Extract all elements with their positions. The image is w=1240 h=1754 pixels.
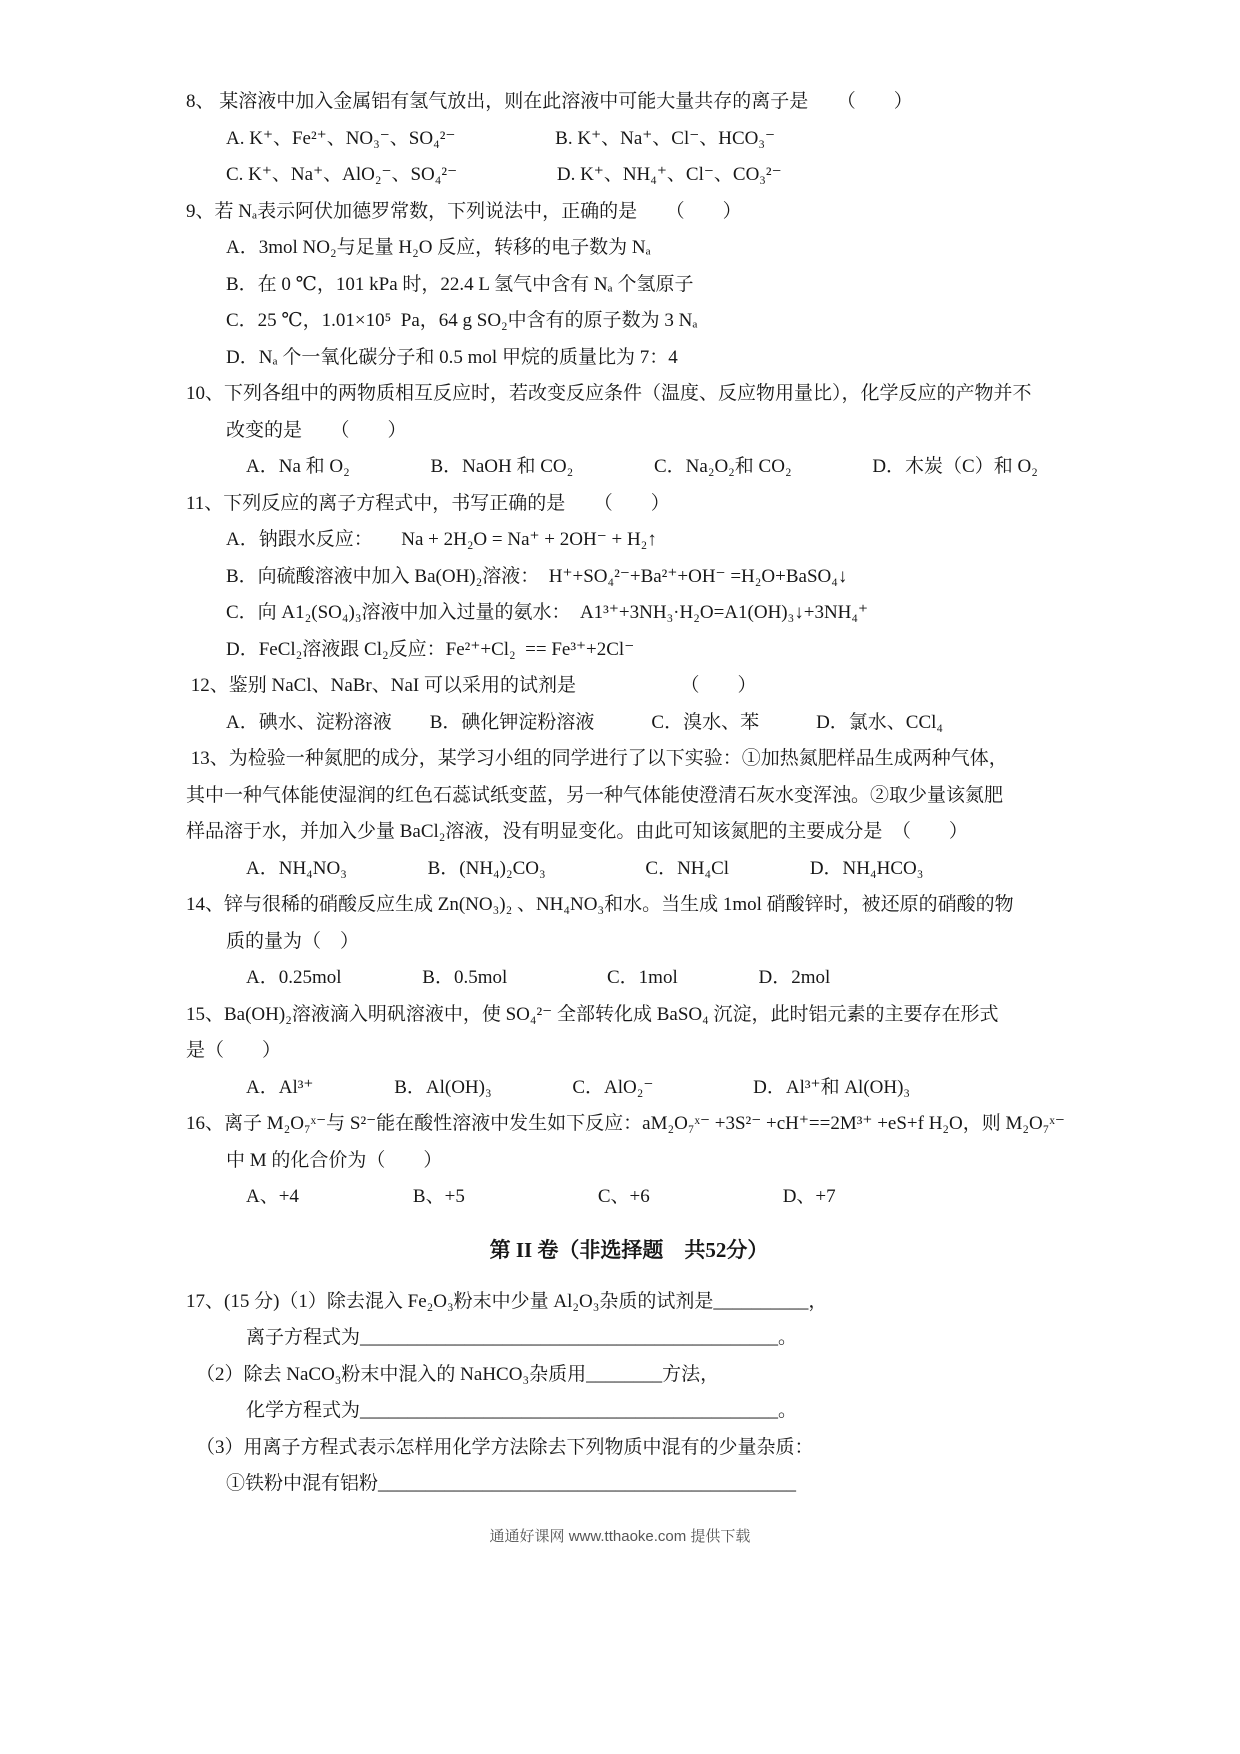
q17-blank-2: 化学方程式为____________________________________________。 xyxy=(246,1400,798,1421)
q16-options: A、+4 B、+5 C、+6 D、+7 xyxy=(246,1186,836,1207)
q9-option-c: C．25 ℃，1.01×10⁵ Pa，64 g SO₂中含有的原子数为 3 Nₐ xyxy=(226,310,698,331)
q12-stem: 12、鉴别 NaCl、NaBr、NaI 可以采用的试剂是 （ ） xyxy=(186,675,757,696)
q8-options-ab: A. K⁺、Fe²⁺、NO₃⁻、SO₄²⁻ B. K⁺、Na⁺、Cl⁻、HCO₃⁻ xyxy=(226,127,776,149)
gap-after-title xyxy=(186,1270,1072,1284)
q17-part3: （3）用离子方程式表示怎样用化学方法除去下列物质中混有的少量杂质： xyxy=(196,1436,814,1458)
q12-options: A．碘水、淀粉溶液 B．碘化钾淀粉溶液 C．溴水、苯 D．氯水、CCl₄ xyxy=(226,711,944,733)
q13-stem-cont2: 样品溶于水，并加入少量 BaCl₂溶液，没有明显变化。由此可知该氮肥的主要成分是 （ ） xyxy=(186,821,968,842)
q9-stem: 9、若 Nₐ表示阿伏加德罗常数，下列说法中，正确的是 （ ） xyxy=(186,200,742,222)
q17-part2: （2）除去 NaCO₃粉末中混入的 NaHCO₃杂质用________方法， xyxy=(196,1363,720,1385)
q17-part3-sub1: ①铁粉中混有铝粉____________________________________________ xyxy=(226,1473,797,1494)
q9-option-d: D．Nₐ 个一氧化碳分子和 0.5 mol 甲烷的质量比为 7：4 xyxy=(226,346,678,368)
q13-options: A．NH₄NO₃ B．(NH₄)₂CO₃ C．NH₄Cl D．NH₄HCO₃ xyxy=(246,857,924,879)
page-footer: 通通好课网 www.tthaoke.com 提供下载 xyxy=(489,1527,751,1545)
q9-option-a: A．3mol NO₂与足量 H₂O 反应，转移的电子数为 Nₐ xyxy=(226,237,651,258)
q8-options-cd: C. K⁺、Na⁺、AlO₂⁻、SO₄²⁻ D. K⁺、NH₄⁺、Cl⁻、CO₃²⁻ xyxy=(226,164,782,185)
section-title: 第 II 卷（非选择题 共52分） xyxy=(489,1237,769,1262)
q14-options: A．0.25mol B．0.5mol C．1mol D．2mol xyxy=(246,967,831,988)
q15-stem-cont: 是（ ） xyxy=(186,1040,282,1061)
q11-option-d: D．FeCl₂溶液跟 Cl₂反应：Fe²⁺+Cl₂ == Fe³⁺+2Cl⁻ xyxy=(226,638,635,660)
q13-stem-cont1: 其中一种气体能使湿润的红色石蕊试纸变蓝，另一种气体能使澄清石灰水变浑浊。②取少量该氮肥 xyxy=(186,784,1004,806)
q11-option-a: A．钠跟水反应： Na + 2H₂O = Na⁺ + 2OH⁻ + H₂↑ xyxy=(226,529,657,550)
q11-stem: 11、下列反应的离子方程式中，书写正确的是 （ ） xyxy=(186,492,670,514)
q17-stem: 17、(15 分)（1）除去混入 Fe₂O₃粉末中少量 Al₂O₃杂质的试剂是__________， xyxy=(186,1290,828,1312)
q10-stem: 10、下列各组中的两物质相互反应时，若改变反应条件（温度、反应物用量比），化学反应的产物并不 xyxy=(186,383,1032,404)
q11-option-b: B．向硫酸溶液中加入 Ba(OH)₂溶液： H⁺+SO₄²⁻+Ba²⁺+OH⁻ =H₂O+BaSO₄↓ xyxy=(226,565,848,587)
gap-before-title xyxy=(186,1216,1072,1230)
q13-stem: 13、为检验一种氮肥的成分，某学习小组的同学进行了以下实验：①加热氮肥样品生成两种气体， xyxy=(186,748,1008,769)
q15-options: A．Al³⁺ B．Al(OH)₃ C．AlO₂⁻ D．Al³⁺和 Al(OH)₃ xyxy=(246,1076,911,1098)
q14-stem: 14、锌与很稀的硝酸反应生成 Zn(NO₃)₂ 、NH₄NO₃和水。当生成 1mol 硝酸锌时，被还原的硝酸的物 xyxy=(186,894,1014,915)
q10-stem-cont: 改变的是 （ ） xyxy=(226,419,407,441)
q15-stem: 15、Ba(OH)₂溶液滴入明矾溶液中，使 SO₄²⁻ 全部转化成 BaSO₄ 沉淀，此时铝元素的主要存在形式 xyxy=(186,1003,999,1025)
q14-stem-cont: 质的量为（ ） xyxy=(226,930,360,952)
q8-stem: 8、 某溶液中加入金属铝有氢气放出，则在此溶液中可能大量共存的离子是 （ ） xyxy=(186,91,913,112)
q9-option-b: B．在 0 ℃，101 kPa 时，22.4 L 氢气中含有 Nₐ 个氢原子 xyxy=(226,273,694,295)
q10-options: A．Na 和 O₂ B．NaOH 和 CO₂ C．Na₂O₂和 CO₂ D．木炭（C）和 O₂ xyxy=(246,456,1038,477)
q16-stem-cont: 中 M 的化合价为（ ） xyxy=(226,1149,443,1171)
q11-option-c: C．向 A1₂(SO₄)₃溶液中加入过量的氨水： A1³⁺+3NH₃·H₂O=A1(OH)₃↓+3NH₄⁺ xyxy=(226,602,869,623)
q16-stem: 16、离子 M₂O₇ˣ⁻与 S²⁻能在酸性溶液中发生如下反应：aM₂O₇ˣ⁻ +3S²⁻ +cH⁺==2M³⁺ +eS+f H₂O，则 M₂O₇ˣ⁻ xyxy=(186,1113,1065,1134)
q17-blank-1: 离子方程式为____________________________________________。 xyxy=(246,1327,798,1348)
